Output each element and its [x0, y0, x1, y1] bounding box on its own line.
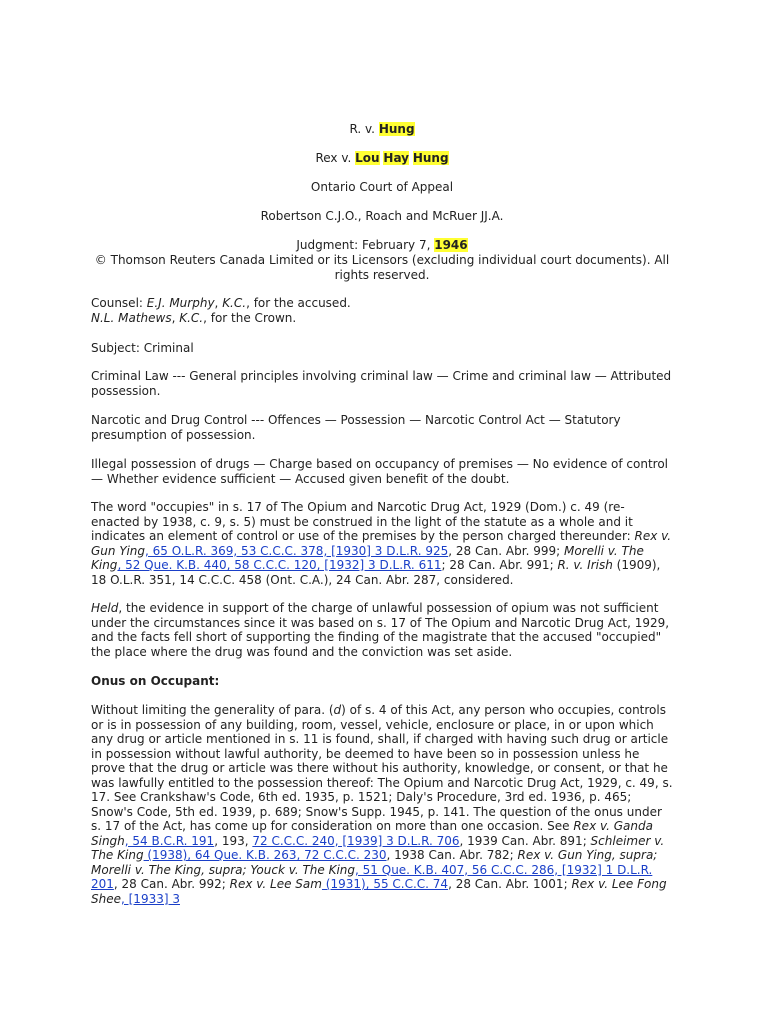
classification-narcotic: Narcotic and Drug Control --- Offences — Possession — Narcotic Control Act — Statutory presumption of possession.: [91, 413, 621, 442]
headnote-summary: Illegal possession of drugs — Charge based on occupancy of premises — No evidence of control — Whether evidence sufficient — Accused given benefit of the doubt.: [91, 457, 669, 486]
citation-link[interactable]: (1938), 64 Que. K.B. 263, 72 C.C.C. 230: [143, 848, 387, 862]
counsel-block: Counsel: E.J. Murphy, K.C., for the accused. N.L. Mathews, K.C., for the Crown.: [91, 296, 351, 325]
court-name: Ontario Court of Appeal: [310, 180, 454, 194]
judgment-date: Judgment: February 7, 1946: [296, 238, 468, 252]
held-paragraph: Held, the evidence in support of the charge of unlawful possession of opium was not sufficient under the circumstances since it was based on s. 17 of The Opium and Narcotic Drug Act, 1929, and the facts fell short of supporting the finding of the magistrate that the accused "occupied" the place where the drug was found and the conviction was set aside.: [91, 601, 670, 659]
search-highlight: Hung: [378, 122, 415, 136]
section-heading: Onus on Occupant:: [91, 674, 220, 688]
search-highlight: Lou: [355, 151, 380, 165]
citation-link[interactable]: (1931), 55 C.C.C. 74: [321, 877, 449, 891]
search-highlight: 1946: [434, 238, 468, 252]
citation-link[interactable]: , 54 B.C.R. 191: [124, 833, 215, 848]
copyright-notice: © Thomson Reuters Canada Limited or its Licensors (excluding individual court documents). All rights reserved.: [94, 253, 670, 282]
citation-link[interactable]: , 51 Que. K.B. 407, 56 C.C.C. 286, [1932] 1 D.L.R. 201: [91, 862, 653, 891]
citation-link[interactable]: 72 C.C.C. 240, [1939] 3 D.L.R. 706: [252, 833, 460, 848]
citation-link[interactable]: , [1933] 3: [121, 891, 180, 906]
onus-paragraph: Without limiting the generality of para. (d) of s. 4 of this Act, any person who occupies, controls or is in possession of any building, room, vessel, vehicle, enclosure or place, in or upon which any drug or article mentioned in s. 11 is found, shall, if charged with having such drug or article in possession without lawful authority, be deemed to have been so in possession unless he prove that the drug or article was there without his authority, knowledge, or consent, or that he was lawfully entitled to the possession thereof: The Opium and Narcotic Drug Act, 1929, c. 49, s. 17. See Crankshaw's Code, 6th ed. 1935, p. 1521; Daly's Procedure, 3rd ed. 1936, p. 465; Snow's Code, 5th ed. 1939, p. 689; Snow's Supp. 1945, p. 141. The question of the onus under s. 17 of the Act, has come up for consideration on more than one occasion. See Rex v. Ganda Singh, 54 B.C.R. 191, 193, 72 C.C.C. 240, [1939] 3 D.L.R. 706, 1939 Can. Abr. 891; Schleimer v. The King (1938), 64 Que. K.B. 263, 72 C.C.C. 230, 1938 Can. Abr. 782; Rex v. Gun Ying, supra; Morelli v. The King, supra; Youck v. The King, 51 Que. K.B. 407, 56 C.C.C. 286, [1932] 1 D.L.R. 201, 28 Can. Abr. 992; Rex v. Lee Sam (1931), 55 C.C.C. 74, 28 Can. Abr. 1001; Rex v. Lee Fong Shee, [1933] 3: [91, 703, 673, 906]
citation-link[interactable]: , 52 Que. K.B. 440, 58 C.C.C. 120, [1932] 3 D.L.R. 611: [117, 558, 442, 572]
case-title: R. v. Hung: [349, 122, 415, 136]
alternate-case-title: Rex v. Lou Hay Hung: [315, 151, 449, 165]
search-highlight: Hay: [383, 151, 409, 165]
citation-link[interactable]: , 65 O.L.R. 369, 53 C.C.C. 378, [1930] 3 D.L.R. 925: [145, 543, 449, 558]
judges: Robertson C.J.O., Roach and McRuer JJ.A.: [260, 209, 504, 223]
headnote-paragraph: The word "occupies" in s. 17 of The Opium and Narcotic Drug Act, 1929 (Dom.) c. 49 (re-enacted by 1938, c. 9, s. 5) must be construed in the light of the statute as a whole and it indicates an element of control or use of the premises by the person charged thereunder: Rex v. Gun Ying, 65 O.L.R. 369, 53 C.C.C. 378, [1930] 3 D.L.R. 925, 28 Can. Abr. 999; Morelli v. The King, 52 Que. K.B. 440, 58 C.C.C. 120, [1932] 3 D.L.R. 611; 28 Can. Abr. 991; R. v. Irish (1909), 18 O.L.R. 351, 14 C.C.C. 458 (Ont. C.A.), 24 Can. Abr. 287, considered.: [91, 500, 672, 587]
search-highlight: Hung: [412, 151, 449, 165]
subject: Subject: Criminal: [91, 341, 194, 355]
classification-criminal-law: Criminal Law --- General principles involving criminal law — Crime and criminal law — Attributed possession.: [91, 369, 672, 398]
